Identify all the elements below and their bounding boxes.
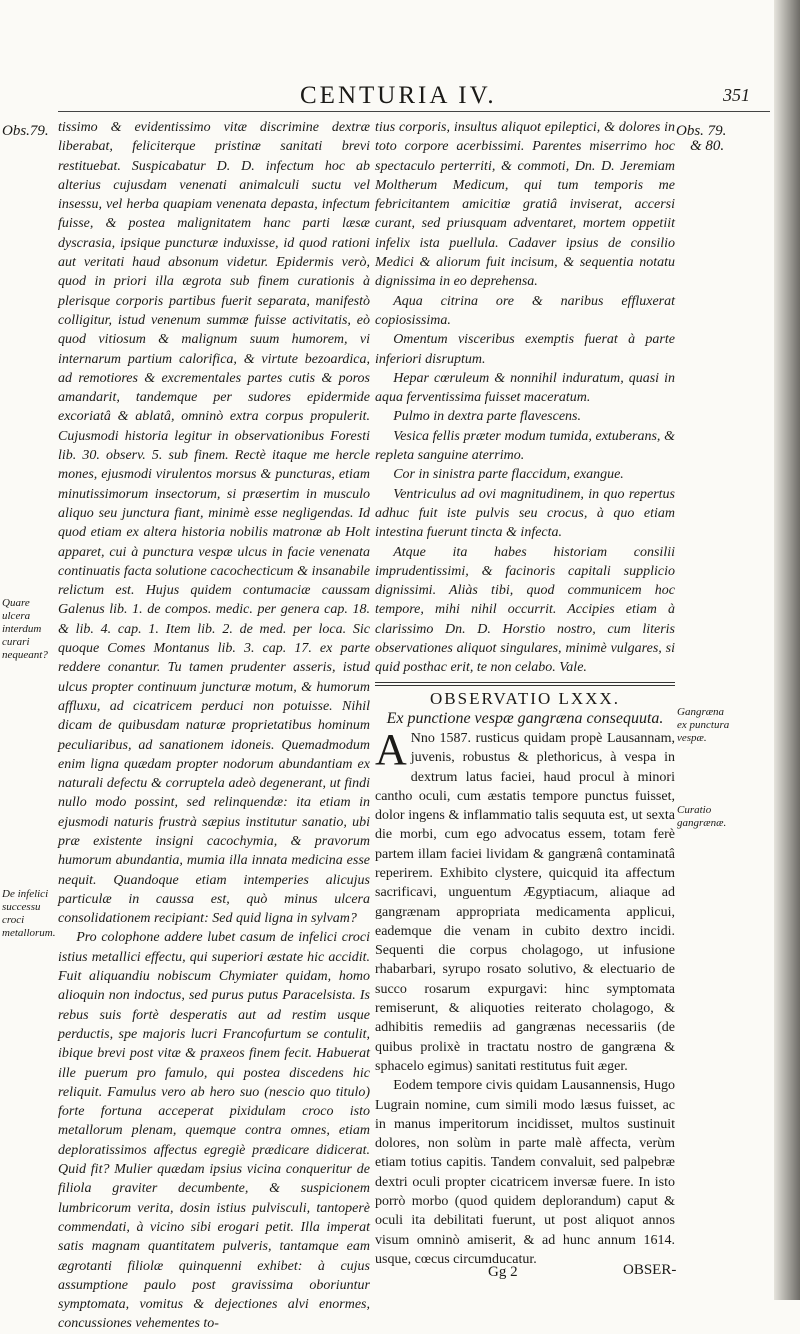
margin-note-croci: De infelici successu croci metallorum. <box>2 888 56 939</box>
page-number: 351 <box>723 85 750 105</box>
left-column <box>58 118 370 1334</box>
autopsy-finding: Ventriculus ad ovi magnitudinem, in quo repertus adhuc fuit iste pulvis seu crocus, à quo etiam intestina fuerunt tincta & infecta. <box>375 486 675 541</box>
running-title: CENTURIA IV. <box>300 82 497 109</box>
signature-mark: Gg 2 <box>488 1264 518 1280</box>
observation-text: Nno 1587. rusticus quidam propè Lausannam, juvenis, robustus & plethoricus, à vespa in dextrum latus faciei, haud procul à minori cantho oculi, cum æstatis tempore punctus fuisset, dolor ingens & inflammatio talis sequuta est, ut sexta die morbi, cum ego advocatus essem, totam ferè partem illam faciei lividam & gangrænâ contaminatâ reperirem. Exhibito clystere, quicquid ita affectum sacrificavi, unguentum Ægyptiacum, aliaque ad gangrænam appropriata medicamenta applicui, eademque die venam in cubito dextro incidi. Sequenti die corpus cholagogo, ut infusione rhabarbari, syrupo rosato solutivo, & electuario de succo rosarum expurgavi: hinc symptomata remiserunt, & aliquoties reiterato cholagogo, & adhibitis remediis ad gangrænas necessariis (de quibus prolixè in tractatu nostro de gangræna & sphacelo egimus) sanitati restitutus fuit æger. <box>375 730 675 1074</box>
autopsy-finding: Omentum visceribus exemptis fuerat à parte inferiori disruptum. <box>375 332 675 367</box>
autopsy-finding: Cor in sinistra parte flaccidum, exangue. <box>393 467 624 483</box>
margin-note-gangraena: Gangræna ex punctura vespæ. <box>677 706 730 744</box>
drop-cap: A <box>375 724 407 774</box>
header-rule <box>58 111 770 112</box>
observation-paragraph <box>375 724 675 1076</box>
margin-note-obs-79-right: Obs. 79. <box>676 123 727 139</box>
autopsy-finding: Vesica fellis præter modum tumida, extuberans, & repleta sanguine aterrimo. <box>375 428 675 464</box>
observation-title: OBSERVATIO LXXX. <box>430 688 620 708</box>
left-paragraph: Pro colophone addere lubet casum de infelici croci istius metallici effectu, qui superiori æstate hic accidit. Fuit aliquandiu nobiscum Chymiater quidam, homo alioquin non indoctus, sed purus putus Paracelsista. Is rebus suis fortè desperatis aut ad restim usque perductis, spe majoris lucri Francofurtum se contulit, ibique brevi post vitæ & praxeos finem fecit. Habuerat ille puerum pro famulo, qui postea discedens hic reliquit. Famulus vero ab hero suo (nescio quo titulo) forte fortuna acceperat pixidulam croco isto metallorum plenam, quemque contra omnes, etiam deploratissimos affectus egregiè prædicare didicerat. Quid fit? Mulier quædam ipsius vicina conqueritur de filiola graviter decumbente, & suspicionem lumbricorum verita, dosin istius pulvisculi, tantoperè commendati, à vicino sibi erogari petit. Illa imperat satis magnam quantitatem pulveris, tantamque eam ægrotanti filiolæ quinquenni exhibet: à cujus assumptione paulo post gravissima oboriuntur symptomata, vomitus & dejectiones alvi enormes, concussiones vehementes to- <box>58 930 370 1332</box>
margin-note-curatio: Curatio gangrænæ. <box>677 804 727 829</box>
left-paragraph: tissimo & evidentissimo vitæ discrimine dextræ liberabat, feliciterque pristinæ sanitati brevi restituebat. Suspicabatur D. D. infectum hoc ab alterius cujusdam venenati animalculi suctu vel insessu, vel herba quapiam venenata depasta, infectum fuisse, & postea malignitatem hanc parti læsæ dyscrasia, ipsique puncturæ induxisse, id quod rationi aut veritati haud absonum videtur. Epidermis verò, quod in priori illa ægrota sub finem curationis à plerisque corporis partibus fuerit separata, manifestò colligitur, istud venenum summæ fuisse activitatis, eò quod vitiosum & malignum suum humorem, vi internarum partium calorifica, & virtute bezoardica, ad remotiores & excrementales partes cutis & poros amandarit, tandemque per sudores epidermide excoriatâ & ablatâ, omninò extra corpus propulerit. Cujusmodi historia legitur in observationibus Foresti lib. 30. observ. 5. sub finem. Rectè itaque me hercle mones, ejusmodi virulentos morsus & puncturas, etiam minutissimorum insectorum, si præsertim in musculo aliquo seu junctura fiant, minimè esse negligendas. Id quod etiam ex altera historia nobilis matronæ ab Holt apparet, cui à punctura vespæ ulcus in facie venenata continuatis facta solutione cacochecticum & insanabile relictum est. Hujus quidem contumaciæ caussam Galenus lib. 1. de compos. medic. per genera cap. 18. & lib. 4. cap. 1. Item lib. 2. de med. per loca. Sic quoque Comes Montanus lib. 3. cap. 17. ex parte reddere conantur. Tu tamen prudenter asseris, istud ulcus propter continuum juncturæ motum, & humorum affluxu, ad cicatricem perduci non potuisse. Nihil dicam de quibusdam naturæ proprietatibus hominum peculiaribus, ad sanationem idoneis. Quemadmodum enim ligna quædam propter nodorum abundantiam ex naturali defectu & corruptela adeò degenerant, ut findi nullo modo possint, sed relinquendæ: ita etiam in ejusmodi naturis frustrà sæpius institutur sanatio, ubi præ existente insigni cacochymia, & pravorum humorum abundantia, mumia illa innata medicina esse nequit. Quandoque etiam intemperies alicujus particulæ in caussa est, quò minus ulcera consolidationem recipiant: Sed quid ligna in sylvam? <box>58 120 370 927</box>
observation-paragraph: Eodem tempore civis quidam Lausannensis, Hugo Lugrain nomine, cum simili modo læsus fuisset, ac in manus imperitorum incidisset, multos sustinuit dolores, non solùm in parte malè affecta, verùm etiam totius capitis. Tandem convaluit, sed palpebræ dextri oculi propter cicatricem inversæ fuere. In isto porrò morbo (quod quidem deplorandum) caput & oculi ita debilitati fuerunt, ut post aliquot annos visum omninò amiserit, & ad hunc annum 1614. usque, cœcus circumducatur. <box>375 1078 675 1267</box>
catchword: OBSER- <box>623 1262 677 1278</box>
right-paragraph: tius corporis, insultus aliquot epileptici, & dolores in toto corpore acerbissimi. Parentes miserrimo hoc spectaculo perterriti, & commoti, Dn. D. Jeremiam Moltherum Medicum, qui tum temporis me febricitantem amicitiæ gratiâ inviserat, accersi curant, sed priusquam adventaret, mortem oppetiit infelix ista puellula. Cadaver ipsius de consilio Medici & aliorum fuit incisum, & sequentia notatu dignissima in eo deprehensa. <box>375 120 675 290</box>
observation-subtitle: Ex punctione vespæ gangræna consequuta. <box>386 709 664 727</box>
margin-note-obs-80: & 80. <box>690 138 725 154</box>
margin-note-obs-79-left: Obs.79. <box>2 123 49 139</box>
margin-note-ulcera: Quare ulcera interdum curari nequeant? <box>2 597 48 661</box>
section-divider <box>375 682 675 686</box>
page-gutter-shadow <box>774 0 800 1300</box>
autopsy-finding: Pulmo in dextra parte flavescens. <box>393 409 581 425</box>
autopsy-finding: Hepar cœruleum & nonnihil induratum, quasi in aqua ferventissima fuisset maceratum. <box>375 370 675 406</box>
autopsy-finding: Aqua citrina ore & naribus effluxerat copiosissima. <box>375 293 675 328</box>
right-column <box>375 118 675 1269</box>
running-header <box>0 82 770 110</box>
right-paragraph: Atque ita habes historiam consilii imprudentissimi, & facinoris capitali supplicio dignissimi. Aliàs tibi, quod communicem hoc tempore, mihi nihil occurrit. Accipies etiam à clarissimo Dn. D. Horstio nostro, cum literis observationes aliquot singulares, minimè vulgares, si quid posthac erit, te non celabo. Vale. <box>375 544 675 676</box>
